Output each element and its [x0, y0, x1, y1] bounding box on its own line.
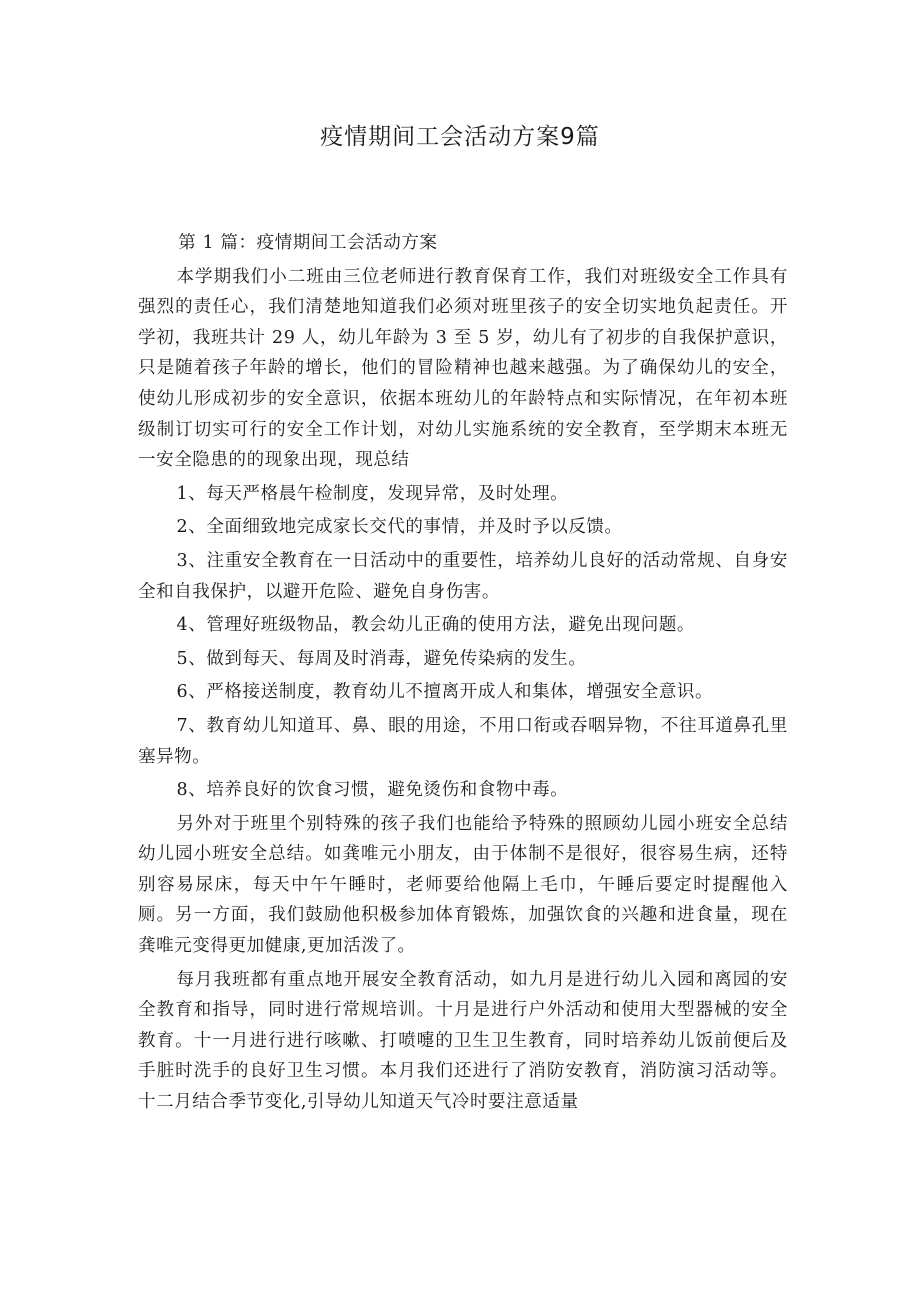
list-item: 3、注重安全教育在一日活动中的重要性，培养幼儿良好的活动常规、自身安全和自我保护，以避开危险、避免自身伤害。 — [138, 550, 788, 602]
list-item: 8、培养良好的饮食习惯，避免烫伤和食物中毒。 — [176, 780, 569, 801]
list-item: 6、严格接送制度，教育幼儿不擅离开成人和集体，增强安全意识。 — [176, 682, 714, 703]
paragraph: 本学期我们小二班由三位老师进行教育保育工作，我们对班级安全工作具有强烈的责任心，我们清楚地知道我们必须对班里孩子的安全切实地负起责任。开学初，我班共计 29 人，幼儿年龄为 3 至 5 岁，幼儿有了初步的自我保护意识，只是随着孩子年龄的增长，他们的冒险精神也越来越强。为了确保幼儿的安全，使幼儿形成初步的安全意识，依据本班幼儿的年龄特点和实际情况，在年初本班级制订切实可行的安全工作计划，对幼儿实施系统的安全教育，至学期末本班无一安全隐患的的现象出现，现总结 — [138, 266, 788, 471]
list-item: 5、做到每天、每周及时消毒，避免传染病的发生。 — [176, 648, 587, 669]
list-item: 2、全面细致地完成家长交代的事情，并及时予以反馈。 — [176, 517, 623, 538]
paragraph: 另外对于班里个别特殊的孩子我们也能给予特殊的照顾幼儿园小班安全总结幼儿园小班安全总结。如龚唯元小朋友，由于体制不是很好，很容易生病，还特别容易尿床，每天中午午睡时，老师要给他隔上毛巾，午睡后要定时提醒他入厕。另一方面，我们鼓励他积极参加体育锻炼，加强饮食的兴趣和进食量，现在龚唯元变得更加健康,更加活泼了。 — [138, 813, 788, 957]
document-body — [138, 228, 788, 1121]
section-heading: 第 1 篇：疫情期间工会活动方案 — [178, 233, 438, 253]
document-title: 疫情期间工会活动方案9篇 — [320, 124, 600, 150]
list-item: 4、管理好班级物品，教会幼儿正确的使用方法，避免出现问题。 — [176, 615, 696, 636]
list-item: 1、每天严格晨午检制度，发现异常，及时处理。 — [176, 483, 569, 504]
paragraph: 每月我班都有重点地开展安全教育活动，如九月是进行幼儿入园和离园的安全教育和指导，同时进行常规培训。十月是进行户外活动和使用大型器械的安全教育。十一月进行进行咳嗽、打喷嚏的卫生卫生教育，同时培养幼儿饭前便后及手脏时洗手的良好卫生习惯。本月我们还进行了消防安教育，消防演习活动等。十二月结合季节变化,引导幼儿知道天气冷时要注意适量 — [138, 969, 788, 1113]
list-item: 7、教育幼儿知道耳、鼻、眼的用途，不用口衔或吞咽异物，不往耳道鼻孔里塞异物。 — [138, 715, 788, 767]
